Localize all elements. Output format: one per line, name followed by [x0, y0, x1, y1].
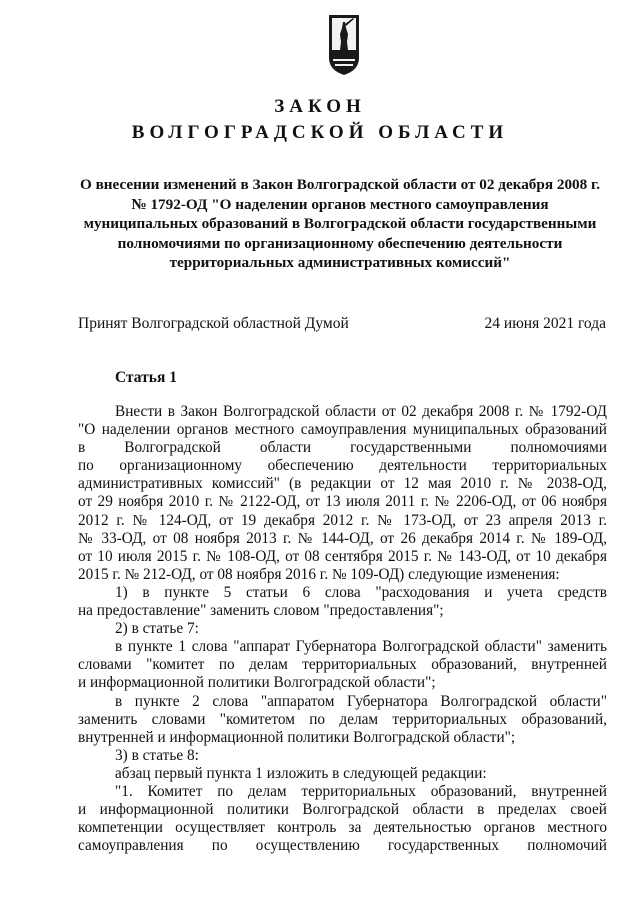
body-line: заменить словами "комитетом по делам территориальных образований, [78, 710, 607, 728]
body-line: 2) в статье 7: [115, 620, 199, 638]
body-line: Внести в Закон Волгоградской области от 02 декабря 2008 г. № 1792-ОД [115, 403, 607, 420]
body-line: 1) в пункте 5 статьи 6 слова "расходования и учета средств [115, 583, 607, 601]
body-line: "1. Комитет по делам территориальных образований, внутренней [115, 782, 607, 800]
body-line: 2012 г. № 124-ОД, от 19 декабря 2012 г. № 173-ОД, от 23 апреля 2013 г. [78, 511, 607, 529]
body-line: от 10 июля 2015 г. № 108-ОД, от 08 сентября 2015 г. № 143-ОД, от 10 декабря [78, 547, 607, 565]
subject-line: муниципальных образований в Волгоградской области государственными [83, 215, 597, 232]
subject-line: полномочиями по организационному обеспечению деятельности [117, 234, 563, 252]
body-line: абзац первый пункта 1 изложить в следующей редакции: [115, 764, 487, 782]
body-line: компетенции осуществляет контроль за деятельностью органов местного [78, 819, 607, 837]
body-line: и информационной политики Волгоградской области в пределах своей [78, 801, 607, 819]
article-title: Статья 1 [115, 369, 177, 386]
subject-line: территориальных административных комиссий" [169, 254, 511, 271]
law-title: ЗАКОН [274, 96, 366, 117]
subject-line: О внесении изменений в Закон Волгоградской области от 02 декабря 2008 г. [79, 176, 601, 193]
subject-line: № 1792-ОД "О наделении органов местного самоуправления [131, 195, 549, 213]
body-line: 3) в статье 8: [115, 746, 199, 764]
body-line: административных комиссий" (в редакции от 12 мая 2010 г. № 2038-ОД, [78, 475, 607, 493]
body-line: на предоставление" заменить словом "предоставления"; [78, 602, 444, 620]
adoption-date: 24 июня 2021 года [484, 315, 606, 332]
body-line: от 29 ноября 2010 г. № 2122-ОД, от 13 июля 2011 г. № 2206-ОД, от 06 ноября [78, 493, 607, 511]
body-line: в пункте 1 слова "аппарат Губернатора Волгоградской области" заменить [115, 638, 607, 656]
body-line: самоуправления по осуществлению государственных полномочий [78, 837, 607, 855]
law-subject [40, 175, 640, 273]
volgograd-coat-of-arms-icon [326, 12, 362, 78]
body-line: по организационному обеспечению деятельности территориальных [78, 457, 607, 475]
body-line: в пункте 2 слова "аппаратом Губернатора Волгоградской области" [115, 692, 607, 710]
article-body [78, 403, 607, 855]
body-line: внутренней и информационной политики Волгоградской области"; [78, 728, 516, 746]
body-line: и информационной политики Волгоградской области"; [78, 674, 436, 692]
body-line: "О наделении органов местного самоуправления муниципальных образований [78, 421, 607, 439]
body-line: 2015 г. № 212-ОД, от 08 ноября 2016 г. № 109-ОД) следующие изменения: [78, 565, 560, 583]
body-line: словами "комитет по делам территориальных образований, внутренней [78, 656, 607, 674]
body-line: в Волгоградской области государственными полномочиями [78, 439, 607, 457]
adopted-by: Принят Волгоградской областной Думой [78, 315, 349, 332]
body-line: № 33-ОД, от 08 ноября 2013 г. № 144-ОД, от 26 декабря 2014 г. № 189-ОД, [78, 529, 607, 547]
region-title: ВОЛГОГРАДСКОЙ ОБЛАСТИ [131, 122, 509, 143]
